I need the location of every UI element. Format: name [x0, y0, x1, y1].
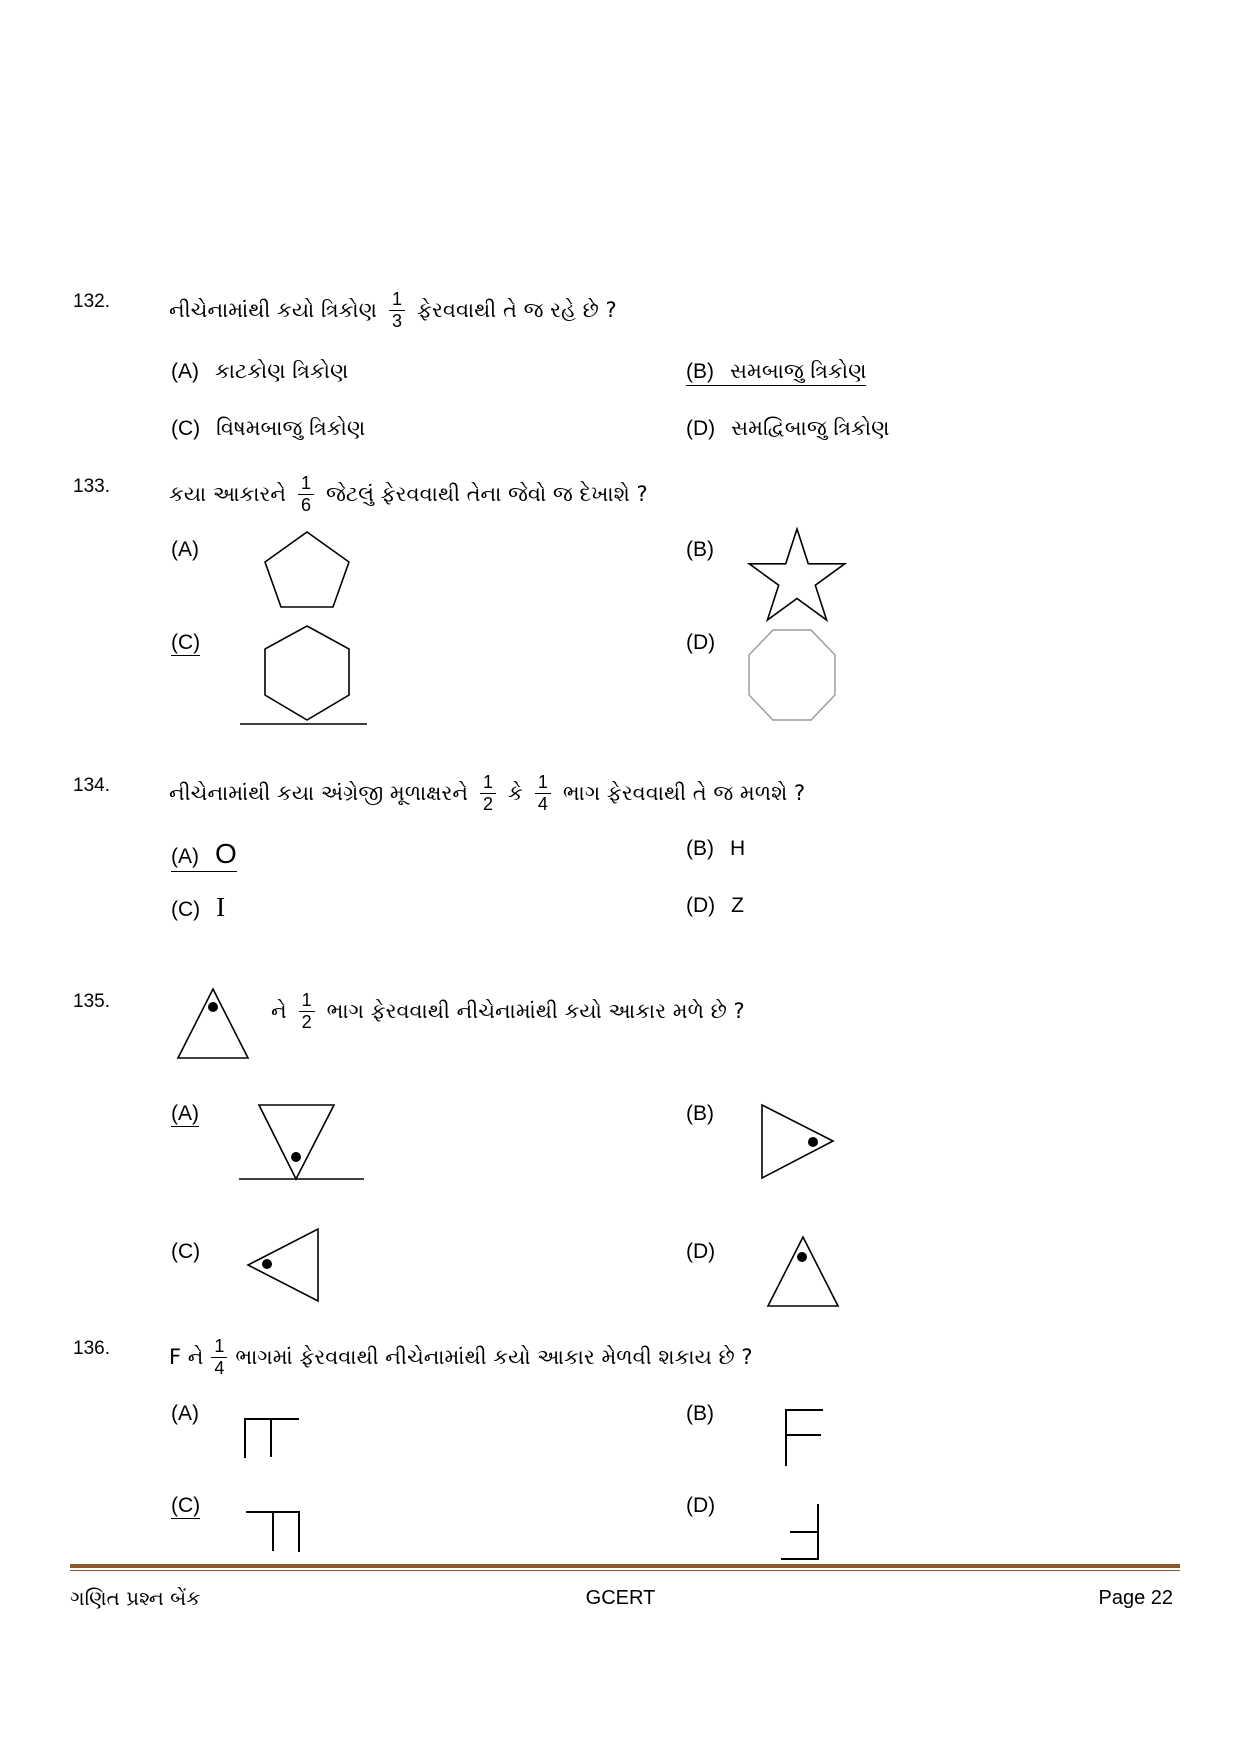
triangle-down-dot-icon — [239, 1103, 365, 1181]
footer-divider — [70, 1564, 1180, 1571]
option-a[interactable] — [171, 536, 199, 564]
option-content — [171, 416, 365, 442]
option-content — [686, 359, 866, 386]
option-label: (D) — [686, 417, 716, 440]
option-text: કાટકોણ ત્રિકોણ — [215, 359, 349, 383]
question-text-after: જેટલું ફેરવવાથી તેના જેવો જ દેખાશે ? — [326, 481, 648, 506]
option-a[interactable] — [171, 839, 237, 871]
option-label: (D) — [686, 1494, 716, 1517]
option-label: (D) — [686, 631, 716, 654]
fraction-numerator: 1 — [480, 772, 496, 794]
footer-publisher: GCERT — [585, 1587, 656, 1609]
question-text-before: F ને — [169, 1344, 204, 1369]
option-letter: I — [216, 892, 226, 922]
fraction — [211, 1336, 227, 1379]
option-label: (B) — [686, 836, 714, 860]
question-text-before: નીચેનામાંથી કયા અંગ્રેજી મૂળાક્ષરને — [169, 780, 469, 805]
option-c[interactable] — [171, 415, 365, 443]
option-label: (D) — [686, 893, 716, 917]
option-label: (B) — [686, 538, 714, 561]
fraction-denominator: 4 — [214, 1357, 225, 1378]
triangle-left-dot-icon — [246, 1227, 320, 1303]
option-d[interactable] — [686, 629, 715, 657]
option-label: (D) — [686, 1240, 716, 1263]
fraction — [298, 473, 314, 516]
option-label: (B) — [686, 1102, 714, 1125]
option-label: (A) — [171, 1101, 199, 1125]
option-label: (C) — [171, 1493, 201, 1517]
pentagon-icon — [263, 530, 351, 609]
option-c[interactable] — [171, 1492, 200, 1520]
fraction-denominator: 4 — [537, 793, 548, 814]
question-text — [169, 1331, 753, 1383]
option-content — [686, 837, 745, 862]
fraction — [299, 990, 315, 1033]
option-b[interactable] — [686, 1100, 714, 1128]
option-b[interactable] — [686, 358, 866, 386]
star-icon — [748, 527, 846, 622]
question-text-before: ને — [271, 998, 287, 1023]
fraction-numerator: 1 — [299, 990, 315, 1012]
fraction-numerator: 1 — [535, 772, 551, 794]
option-b[interactable] — [686, 1400, 714, 1428]
option-c[interactable] — [171, 629, 200, 657]
rotated-f-glyph-icon — [778, 1502, 822, 1562]
option-b[interactable] — [686, 536, 714, 564]
triangle-right-dot-icon — [760, 1103, 835, 1180]
option-label: (A) — [171, 538, 199, 561]
question-text — [271, 985, 745, 1037]
question-number: 133. — [73, 476, 110, 497]
question-text-before: કયા આકારને — [169, 481, 287, 506]
question-text — [169, 767, 805, 819]
octagon-icon — [747, 628, 837, 722]
option-content — [686, 894, 744, 919]
question-number: 135. — [73, 991, 110, 1012]
option-content — [171, 359, 348, 385]
footer-title: ગણિત પ્રશ્ન બેંક — [70, 1586, 201, 1610]
option-d[interactable] — [686, 1238, 715, 1266]
page-number: Page 22 — [1098, 1587, 1173, 1609]
fraction-numerator: 1 — [298, 473, 314, 495]
option-label: (C) — [171, 1240, 201, 1263]
question-text-after: ભાગ ફેરવવાથી નીચેનામાંથી કયો આકાર મળે છે ? — [326, 998, 745, 1023]
question-number: 134. — [73, 775, 110, 796]
triangle-with-dot-icon — [176, 987, 250, 1060]
option-d[interactable] — [686, 1492, 715, 1520]
option-a[interactable] — [171, 1100, 199, 1128]
option-label: (C) — [171, 417, 201, 440]
option-content — [686, 416, 889, 442]
question-text-before: નીચેનામાંથી કયો ત્રિકોણ — [169, 297, 377, 322]
option-c[interactable] — [171, 1238, 200, 1266]
option-label: (C) — [171, 898, 201, 921]
fraction-numerator: 1 — [211, 1336, 227, 1358]
fraction — [480, 772, 496, 815]
fraction-denominator: 2 — [301, 1011, 312, 1032]
rotated-f-glyph-icon — [243, 1508, 305, 1554]
option-label: (A) — [171, 1402, 199, 1425]
question-text-after: ફેરવવાથી તે જ રહે છે ? — [417, 297, 617, 322]
hexagon-icon — [240, 622, 368, 726]
option-content — [171, 892, 225, 924]
question-text — [169, 468, 648, 520]
option-label: (C) — [171, 630, 201, 654]
option-label: (A) — [171, 845, 199, 868]
option-content — [171, 838, 237, 872]
fraction — [389, 289, 405, 332]
option-text: સમબાજુ ત્રિકોણ — [730, 358, 867, 383]
question-number: 132. — [73, 291, 110, 312]
triangle-up-dot-icon — [766, 1235, 840, 1308]
rotated-f-glyph-icon — [240, 1416, 304, 1460]
option-text: સમદ્વિબાજુ ત્રિકોણ — [731, 416, 890, 440]
option-letter: Z — [731, 893, 744, 917]
fraction-denominator: 2 — [483, 793, 494, 814]
question-text-after: ભાગ ફેરવવાથી તે જ મળશે ? — [562, 780, 806, 805]
option-text: વિષમબાજુ ત્રિકોણ — [216, 416, 366, 440]
option-a[interactable] — [171, 1400, 199, 1428]
option-label: (B) — [686, 1402, 714, 1425]
option-letter: H — [730, 836, 746, 860]
fraction — [535, 772, 551, 815]
question-number: 136. — [73, 1338, 110, 1359]
option-c[interactable] — [171, 892, 225, 924]
question-text — [169, 284, 617, 336]
option-d[interactable] — [686, 892, 744, 920]
option-b[interactable] — [686, 835, 745, 863]
option-a[interactable] — [171, 358, 348, 386]
option-letter: O — [215, 838, 237, 869]
fraction-denominator: 3 — [392, 310, 403, 331]
option-label: (A) — [171, 360, 199, 383]
option-label: (B) — [686, 359, 714, 383]
fraction-denominator: 6 — [301, 494, 312, 515]
question-text-after: ભાગમાં ફેરવવાથી નીચેનામાંથી કયો આકાર મેળવી શકાય છે ? — [235, 1344, 753, 1369]
fraction-numerator: 1 — [389, 289, 405, 311]
f-glyph-icon — [782, 1408, 826, 1468]
option-d[interactable] — [686, 415, 889, 443]
question-text-middle: કે — [508, 780, 523, 805]
